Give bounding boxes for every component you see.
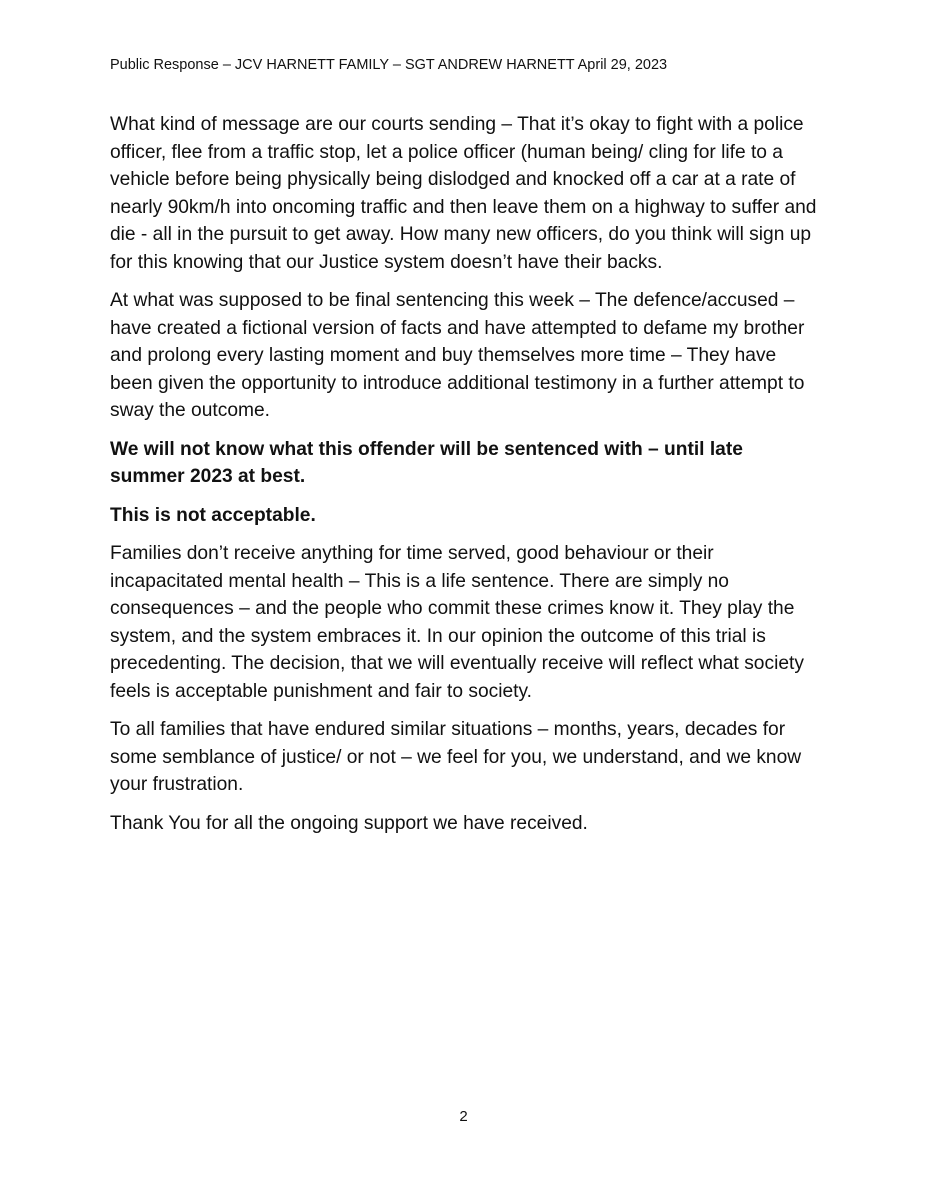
paragraph-families-life-sentence: Families don’t receive anything for time served, good behaviour or their incapacitated mental health – This is a life sentence. There are simply no consequences – and the people who commit these crimes know it. They play the system, and the system embraces it. In our opinion the outcome of this trial is precedenting. The decision, that we will eventually receive will reflect what society feels is acceptable punishment and fair to society. <box>110 543 804 702</box>
document-body <box>110 111 822 848</box>
paragraph-sentence-timing: We will not know what this offender will be sentenced with – until late summer 2023 at best. <box>110 438 743 487</box>
document-header: Public Response – JCV HARNETT FAMILY – SGT ANDREW HARNETT April 29, 2023 <box>110 57 668 73</box>
paragraph-thank-you: Thank You for all the ongoing support we have received. <box>110 812 588 834</box>
paragraph-not-acceptable: This is not acceptable. <box>110 504 316 526</box>
paragraph-courts-message: What kind of message are our courts sending – That it’s okay to fight with a police officer, flee from a traffic stop, let a police officer (human being/ cling for life to a vehicle before being physically being dislodged and knocked off a car at a rate of nearly 90km/h into oncoming traffic and then leave them on a highway to suffer and die - all in the pursuit to get away. How many new officers, do you think will sign up for this knowing that our Justice system doesn’t have their backs. <box>110 114 817 273</box>
page-number: 2 <box>459 1108 468 1125</box>
paragraph-all-families: To all families that have endured similar situations – months, years, decades for some semblance of justice/ or not – we feel for you, we understand, and we know your frustration. <box>110 719 802 795</box>
paragraph-final-sentencing: At what was supposed to be final sentencing this week – The defence/accused – have created a fictional version of facts and have attempted to defame my brother and prolong every lasting moment and buy themselves more time – They have been given the opportunity to introduce additional testimony in a further attempt to sway the outcome. <box>110 290 805 421</box>
